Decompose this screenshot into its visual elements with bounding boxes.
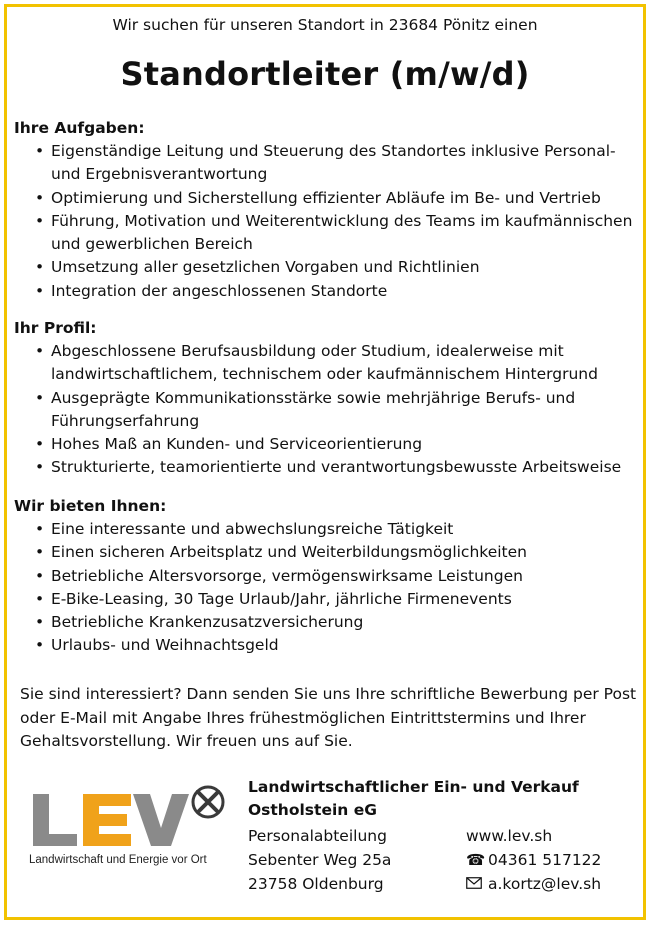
logo-letter-v: [133, 794, 189, 846]
section-heading: Wir bieten Ihnen:: [14, 497, 167, 515]
section-heading: Ihre Aufgaben:: [14, 119, 145, 137]
company-name-line1: Landwirtschaftlicher Ein- und Verkauf: [248, 778, 579, 796]
logo-tagline: Landwirtschaft und Energie vor Ort: [29, 854, 207, 866]
list-item: • Umsetzung aller gesetzlichen Vorgaben und Richtlinien: [14, 256, 636, 279]
department: Personalabteilung: [248, 827, 387, 845]
list-item: • Eine interessante und abwechslungsreiche Tätigkeit: [14, 518, 636, 541]
bullet-icon: •: [35, 435, 45, 454]
logo-letter-l: [33, 794, 77, 846]
city: 23758 Oldenburg: [248, 875, 384, 893]
bullet-icon: •: [35, 342, 45, 360]
phone-number[interactable]: 04361 517122: [488, 851, 602, 869]
list-item: • Betriebliche Krankenzusatzversicherung: [14, 611, 636, 634]
bullet-icon: •: [35, 566, 45, 585]
list-item: • E-Bike-Leasing, 30 Tage Urlaub/Jahr, jährliche Firmenevents: [14, 588, 636, 611]
bullet-icon: •: [35, 258, 45, 277]
section-profile: [14, 317, 636, 480]
section-benefits: [14, 495, 636, 658]
bullet-icon: •: [35, 211, 45, 230]
list-item: • Hohes Maß an Kunden- und Serviceorientierung: [14, 433, 636, 456]
bullet-icon: •: [35, 281, 45, 300]
bullet-icon: •: [35, 458, 45, 477]
job-title: Standortleiter (m/w/d): [120, 55, 530, 93]
bullet-icon: •: [35, 543, 45, 562]
task-list: [14, 140, 636, 303]
job-ad-frame: [4, 4, 646, 920]
bullet-icon: •: [35, 636, 45, 655]
lev-logo-graphic: [29, 782, 234, 854]
bullet-icon: •: [35, 188, 45, 207]
phone-row: [466, 848, 601, 872]
list-item: • Abgeschlossene Berufsausbildung oder Studium, idealerweise mit landwirtschaftlichem, technischem oder kaufmännischem Hintergrund: [35, 342, 598, 384]
bullet-icon: •: [35, 520, 45, 538]
list-item: • Optimierung und Sicherstellung effizienter Abläufe im Be- und Vertrieb: [14, 187, 636, 210]
list-item: • Ausgeprägte Kommunikationsstärke sowie mehrjährige Berufs- und Führungserfahrung: [35, 388, 576, 430]
company-name-line2: Ostholstein eG: [248, 801, 377, 819]
list-item: • Strukturierte, teamorientierte und verantwortungsbewusste Arbeitsweise: [14, 456, 636, 479]
profile-list: [14, 340, 636, 480]
list-item: • Urlaubs- und Weihnachtsgeld: [14, 634, 636, 657]
company-name: [248, 776, 579, 822]
bullet-icon: •: [35, 388, 45, 407]
phone-icon: ☎: [466, 851, 486, 869]
list-item: • Betriebliche Altersvorsorge, vermögenswirksame Leistungen: [14, 565, 636, 588]
lev-logo: [29, 782, 234, 862]
section-heading: Ihr Profil:: [14, 319, 97, 337]
bullet-icon: •: [35, 613, 45, 632]
website-link[interactable]: www.lev.sh: [466, 827, 553, 845]
list-item: • Einen sicheren Arbeitsplatz und Weiterbildungsmöglichkeiten: [14, 541, 636, 564]
list-item: • Integration der angeschlossenen Standorte: [14, 280, 636, 303]
company-address: [248, 824, 391, 896]
envelope-icon: [466, 872, 482, 896]
benefits-list: [14, 518, 636, 658]
list-item: • Eigenständige Leitung und Steuerung des Standortes inklusive Personal- und Ergebnisverantwortung: [35, 142, 616, 184]
crossed-tools-icon: [199, 793, 217, 811]
closing-paragraph: Sie sind interessiert? Dann senden Sie uns Ihre schriftliche Bewerbung per Post oder E-Mail mit Angabe Ihres frühestmöglichen Eintrittstermins und Ihrer Gehaltsvorstellung. Wir freuen uns auf Sie.: [20, 685, 637, 751]
street: Sebenter Weg 25a: [248, 851, 392, 869]
intro-text: Wir suchen für unseren Standort in 23684 Pönitz einen: [112, 16, 538, 34]
logo-letter-e: [83, 794, 131, 846]
bullet-icon: •: [35, 589, 45, 608]
list-item: • Führung, Motivation und Weiterentwicklung des Teams im kaufmännischen und gewerblichen Bereich: [35, 211, 633, 254]
email-row: [466, 872, 601, 896]
section-tasks: [14, 117, 636, 303]
contact-block: [466, 824, 601, 896]
bullet-icon: •: [35, 142, 45, 160]
email-link[interactable]: a.kortz@lev.sh: [488, 875, 602, 893]
